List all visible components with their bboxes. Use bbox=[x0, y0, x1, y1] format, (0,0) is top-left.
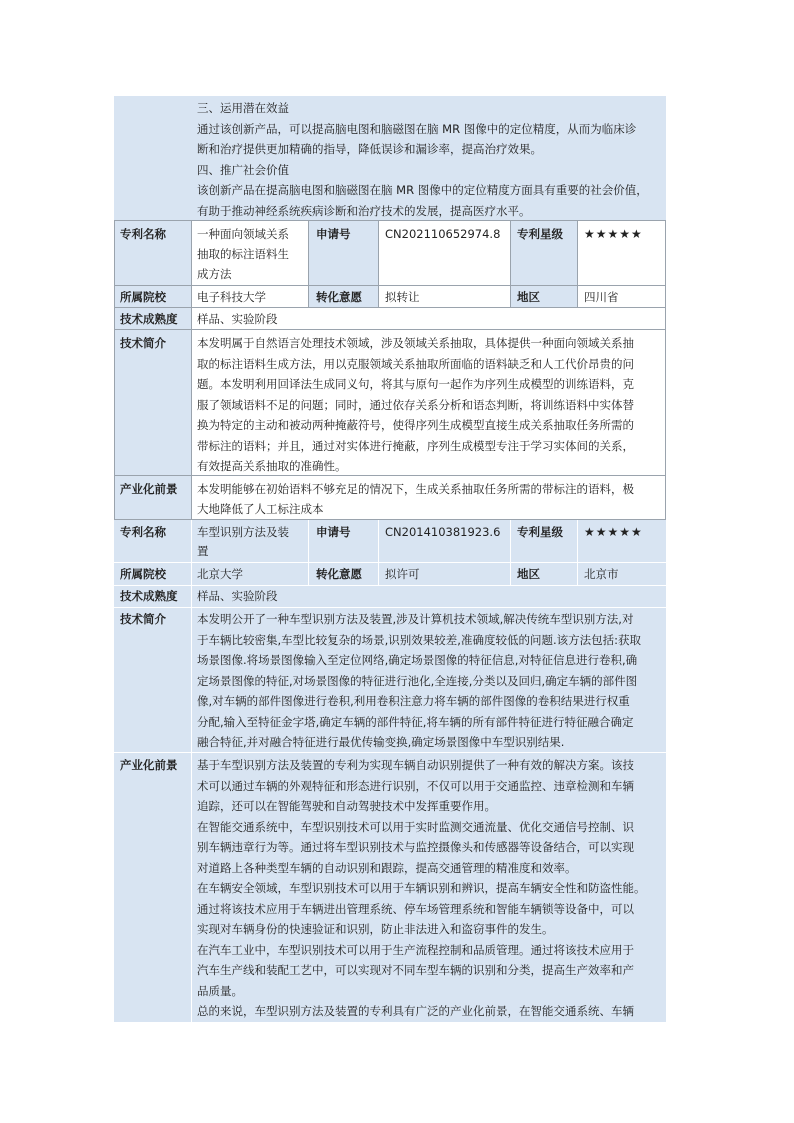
p1-intro-label: 技术简介 bbox=[120, 336, 166, 350]
p2-school-label: 所属院校 bbox=[120, 567, 166, 581]
p2-intro-line: 本发明公开了一种车型识别方法及装置,涉及计算机技术领域,解决传统车型识别方法,对 bbox=[197, 612, 634, 626]
p2-intro-label: 技术简介 bbox=[120, 612, 166, 626]
p2-prospect-line: 别车辆违章行为等。通过将车型识别技术与监控摄像头和传感器等设备结合，可以实现 bbox=[197, 840, 634, 854]
p2-star-rating: ★★★★★ bbox=[584, 525, 643, 539]
p1-star-rating: ★★★★★ bbox=[584, 227, 643, 241]
p1-intro-line: 有效提高关系抽取的准确性。 bbox=[197, 459, 347, 473]
p2-prospect-line: 对道路上各种类型车辆的自动识别和跟踪，提高交通管理的精准度和效率。 bbox=[197, 860, 577, 875]
p2-intro-line: 于车辆比较密集,车型比较复杂的场景,识别效果较差,准确度较低的问题.该方法包括:获取 bbox=[197, 632, 641, 647]
p1-transfer-label: 转化意愿 bbox=[316, 290, 362, 304]
p1-intro-line: 本发明属于自然语言处理技术领域，涉及领域关系抽取，具体提供一种面向领域关系抽 bbox=[197, 336, 634, 350]
top-lines-line: 三、运用潜在效益 bbox=[197, 101, 289, 115]
p2-region-label: 地区 bbox=[517, 567, 540, 581]
top-lines-line: 通过该创新产品，可以提高脑电图和脑磁图在脑 MR 图像中的定位精度，从而为临床诊 bbox=[197, 121, 637, 136]
p2-school: 北京大学 bbox=[197, 567, 243, 581]
p1-app-no-label: 申请号 bbox=[316, 227, 351, 241]
p2-prospect-line: 在汽车工业中，车型识别技术可以用于生产流程控制和品质管理。通过将该技术应用于 bbox=[197, 942, 634, 957]
p2-patent-name-line-2: 置 bbox=[197, 544, 209, 558]
p2-patent-name-line-1: 车型识别方法及装 bbox=[197, 525, 289, 539]
top-lines-line: 断和治疗提供更加精确的指导，降低误诊和漏诊率，提高治疗效果。 bbox=[197, 142, 542, 156]
p1-intro-line: 服了领域语料不足的问题；同时，通过依存关系分析和语态判断，将训练语料中实体替 bbox=[197, 397, 634, 412]
p1-patent-name-line-1: 一种面向领域关系 bbox=[197, 227, 289, 241]
p1-maturity: 样品、实验阶段 bbox=[197, 312, 278, 326]
top-lines-line: 有助于推动神经系统疾病诊断和治疗技术的发展，提高医疗水平。 bbox=[197, 203, 531, 218]
p2-transfer-label: 转化意愿 bbox=[316, 567, 362, 581]
p1-school-label: 所属院校 bbox=[120, 290, 166, 304]
p1-intro-line: 取的标注语料生成方法，用以克服领域关系抽取所面临的语料缺乏和人工代价昂贵的问 bbox=[197, 356, 634, 371]
p2-maturity: 样品、实验阶段 bbox=[197, 589, 278, 603]
p2-intro-line: 融合特征,并对融合特征进行最优传输变换,确定场景图像中车型识别结果. bbox=[197, 735, 565, 749]
p2-prospect-line: 通过将该技术应用于车辆进出管理系统、停车场管理系统和智能车辆锁等设备中，可以 bbox=[197, 901, 634, 916]
p1-region: 四川省 bbox=[584, 290, 619, 304]
p2-intro-line: 像,对车辆的部件图像进行卷积,利用卷积注意力将车辆的部件图像的卷积结果进行权重 bbox=[197, 694, 630, 708]
p2-prospect-line: 术可以通过车辆的外观特征和形态进行识别，不仅可以用于交通监控、违章检测和车辆 bbox=[197, 778, 634, 793]
p1-school: 电子科技大学 bbox=[197, 290, 266, 304]
p1-intro-line: 带标注的语料；并且，通过对实体进行掩蔽，序列生成模型专注于学习实体间的关系， bbox=[197, 438, 634, 453]
p1-maturity-label: 技术成熟度 bbox=[120, 312, 178, 326]
p2-prospect-line: 追踪，还可以在智能驾驶和自动驾驶技术中发挥重要作用。 bbox=[197, 799, 496, 813]
p2-intro-line: 场景图像.将场景图像输入至定位网络,确定场景图像的特征信息,对特征信息进行卷积,确 bbox=[197, 653, 638, 667]
p2-prospect-label: 产业化前景 bbox=[120, 758, 178, 772]
p2-region: 北京市 bbox=[584, 567, 619, 581]
p1-patent-name-line-2: 抽取的标注语料生 bbox=[197, 247, 289, 261]
p1-transfer: 拟转让 bbox=[385, 290, 420, 304]
p1-prospect-label: 产业化前景 bbox=[120, 482, 178, 496]
p2-intro-line: 分配,输入至特征金字塔,确定车辆的部件特征,将车辆的所有部件特征进行特征融合确定 bbox=[197, 714, 634, 729]
p1-stars-label: 专利星级 bbox=[517, 227, 563, 241]
top-lines-line: 该创新产品在提高脑电图和脑磁图在脑 MR 图像中的定位精度方面具有重要的社会价值， bbox=[197, 183, 648, 197]
p2-stars-label: 专利星级 bbox=[517, 525, 563, 539]
p1-patent-name-line-3: 成方法 bbox=[197, 267, 232, 281]
p2-prospect-line: 基于车型识别方法及装置的专利为实现车辆自动识别提供了一种有效的解决方案。该技 bbox=[197, 758, 634, 772]
p1-region-label: 地区 bbox=[517, 290, 540, 304]
p2-prospect-line: 品质量。 bbox=[197, 983, 243, 998]
p2-prospect-line: 在车辆安全领域，车型识别技术可以用于车辆识别和辨识，提高车辆安全性和防盗性能。 bbox=[197, 881, 646, 895]
p1-intro-line: 换为特定的主动和被动两种掩蔽符号，使得序列生成模型直接生成关系抽取任务所需的 bbox=[197, 418, 634, 432]
p2-app-no-label: 申请号 bbox=[316, 525, 351, 539]
p2-maturity-label: 技术成熟度 bbox=[120, 589, 178, 603]
p1-patent-name-label: 专利名称 bbox=[120, 227, 166, 241]
p1-prospect-line: 大地降低了人工标注成本 bbox=[197, 502, 324, 516]
p1-intro-line: 题。本发明利用回译法生成同义句，将其与原句一起作为序列生成模型的训练语料，克 bbox=[197, 377, 634, 391]
p2-prospect-line: 实现对车辆身份的快速验证和识别，防止非法进入和盗窃事件的发生。 bbox=[197, 922, 554, 936]
p2-transfer: 拟许可 bbox=[385, 567, 420, 581]
p2-prospect-line: 在智能交通系统中，车型识别技术可以用于实时监测交通流量、优化交通信号控制、识 bbox=[197, 819, 634, 834]
p1-app-no: CN202110652974.8 bbox=[385, 227, 501, 241]
p2-prospect-line: 总的来说，车型识别方法及装置的专利具有广泛的产业化前景，在智能交通系统、车辆 bbox=[197, 1004, 634, 1018]
p1-prospect-line: 本发明能够在初始语料不够充足的情况下，生成关系抽取任务所需的带标注的语料，极 bbox=[197, 482, 634, 496]
p2-intro-line: 定场景图像的特征,对场景图像的特征进行池化,全连接,分类以及回归,确定车辆的部件图 bbox=[197, 673, 638, 688]
p2-prospect-line: 汽车生产线和装配工艺中，可以实现对不同车型车辆的识别和分类，提高生产效率和产 bbox=[197, 963, 634, 977]
p2-patent-name-label: 专利名称 bbox=[120, 525, 166, 539]
p2-app-no: CN201410381923.6 bbox=[385, 525, 501, 539]
top-lines-line: 四、推广社会价值 bbox=[197, 162, 289, 177]
